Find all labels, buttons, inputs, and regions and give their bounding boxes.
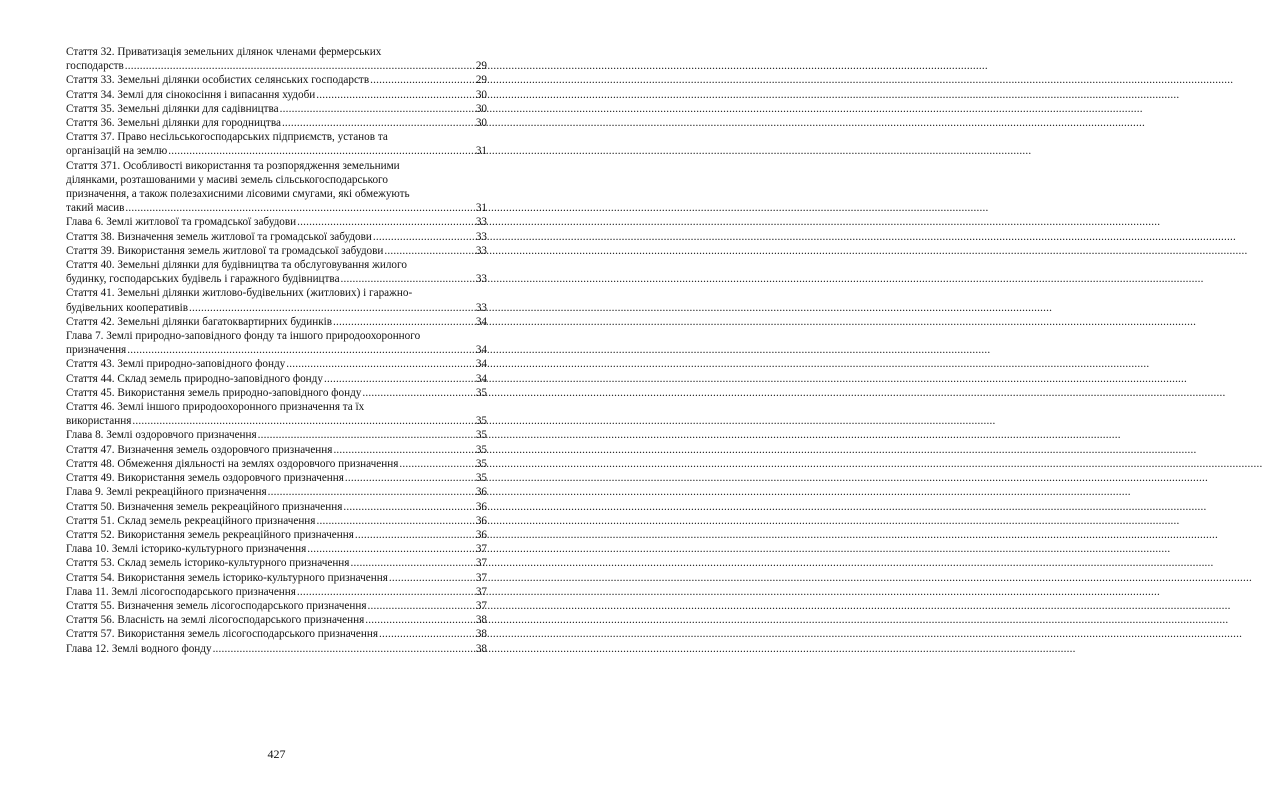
toc-entry-title: Стаття 45. Використання земель природно-заповідного фонду <box>66 386 362 399</box>
toc-entry-page: 30 <box>475 102 487 115</box>
toc-entry-page: 33 <box>475 301 487 314</box>
toc-entry <box>66 159 487 216</box>
toc-entry-title: будинку, господарських будівель і гаражного будівництва <box>66 273 340 286</box>
toc-entry-line <box>66 301 487 315</box>
toc-entry-line <box>66 343 487 357</box>
dot-leader <box>333 315 475 329</box>
toc-entry <box>66 315 487 329</box>
toc-entry-line <box>66 88 487 102</box>
dot-leader <box>341 272 475 286</box>
toc-entry-page: 37 <box>475 557 487 570</box>
toc-entry <box>66 599 487 613</box>
toc-entry <box>66 116 487 130</box>
toc-entry-page: 38 <box>475 614 487 627</box>
dot-leader <box>333 443 474 457</box>
toc-entry <box>66 457 487 471</box>
toc-entry <box>66 230 487 244</box>
dot-leader <box>350 556 474 570</box>
toc-entry <box>66 542 487 556</box>
toc-entry-line: Стаття 37. Право несільськогосподарських підприємств, установ та <box>66 131 388 144</box>
toc-entry-page: 33 <box>475 244 487 257</box>
toc-entry-line <box>66 571 487 585</box>
toc-entry <box>66 329 487 357</box>
toc-entry-line <box>66 471 487 485</box>
dot-leader <box>316 514 474 528</box>
dot-leader <box>127 343 475 357</box>
dot-leader <box>258 428 475 442</box>
dot-leader <box>343 500 474 514</box>
toc-entry-title: призначення <box>66 344 127 357</box>
toc-entry-line: призначення, а також полезахисними лісовими смугами, які обмежують <box>66 188 410 201</box>
toc-entry-page: 30 <box>475 117 487 130</box>
toc-entry-title: Глава 12. Землі водного фонду <box>66 642 212 655</box>
toc-entry-line: ділянками, розташованими у масиві земель сільськогосподарського <box>66 173 388 186</box>
toc-entry-title: Стаття 50. Визначення земель рекреаційного призначення <box>66 500 343 513</box>
toc-entry-page: 37 <box>475 543 487 556</box>
toc-entry-line <box>66 201 487 215</box>
toc-entry-page: 31 <box>475 202 487 215</box>
toc-entry-line <box>66 386 487 400</box>
toc-entry-title: Стаття 54. Використання земель історико-культурного призначення <box>66 571 388 584</box>
toc-entry-title: будівельних кооперативів <box>66 301 189 314</box>
toc-entry-page: 37 <box>475 571 487 584</box>
toc-entry <box>66 585 487 599</box>
toc-entry-title: Стаття 39. Використання земель житлової та громадської забудови <box>66 244 384 257</box>
dot-leader <box>368 599 475 613</box>
toc-entry-line <box>66 428 487 442</box>
dot-leader <box>132 414 474 428</box>
toc-entry-title: Глава 6. Землі житлової та громадської забудови <box>66 216 297 229</box>
dot-leader <box>379 627 475 641</box>
toc-entry-title: Стаття 43. Землі природно-заповідного фонду <box>66 358 286 371</box>
toc-entry-line <box>66 556 487 570</box>
dot-leader <box>268 485 475 499</box>
toc-entry-line: Стаття 41. Земельні ділянки житлово-будівельних (житлових) і гаражно- <box>66 287 413 300</box>
toc-entry <box>66 528 487 542</box>
toc-entry <box>66 357 487 371</box>
dot-leader <box>125 201 474 215</box>
dot-leader <box>373 230 475 244</box>
toc-entry-line <box>66 315 487 329</box>
toc-entry-line <box>66 144 487 158</box>
dot-leader <box>280 102 475 116</box>
toc-entry-line <box>66 372 487 386</box>
table-of-contents <box>66 45 487 656</box>
toc-entry <box>66 571 487 585</box>
toc-entry-page: 36 <box>475 486 487 499</box>
dot-leader <box>286 357 475 371</box>
toc-entry <box>66 613 487 627</box>
toc-entry-line <box>66 59 487 73</box>
toc-entry-page: 29 <box>475 74 487 87</box>
toc-entry <box>66 556 487 570</box>
toc-entry <box>66 443 487 457</box>
toc-entry-page: 38 <box>475 642 487 655</box>
toc-entry-title: Глава 8. Землі оздоровчого призначення <box>66 429 257 442</box>
toc-entry-line <box>66 230 487 244</box>
toc-entry <box>66 500 487 514</box>
toc-entry-title: Стаття 42. Земельні ділянки багатоквартирних будинків <box>66 315 333 328</box>
toc-entry-title: Стаття 47. Визначення земель оздоровчого призначення <box>66 443 333 456</box>
toc-entry <box>66 471 487 485</box>
toc-entry <box>66 428 487 442</box>
dot-leader <box>297 215 475 229</box>
toc-entry-title: Стаття 52. Використання земель рекреаційного призначення <box>66 528 354 541</box>
toc-entry-page: 37 <box>475 585 487 598</box>
toc-entry-title: Стаття 49. Використання земель оздоровчого призначення <box>66 472 344 485</box>
dot-leader <box>389 571 475 585</box>
toc-entry-title: Стаття 33. Земельні ділянки особистих селянських господарств <box>66 74 370 87</box>
dot-leader <box>213 642 475 656</box>
toc-entry-line <box>66 215 487 229</box>
dot-leader <box>370 73 475 87</box>
toc-entry-title: Глава 10. Землі історико-культурного призначення <box>66 543 307 556</box>
toc-entry-page: 35 <box>475 415 487 428</box>
toc-entry-line <box>66 599 487 613</box>
page-number: 427 <box>267 747 286 761</box>
dot-leader <box>355 528 475 542</box>
toc-entry-page: 36 <box>475 500 487 513</box>
toc-entry-line <box>66 613 487 627</box>
dot-leader <box>125 59 475 73</box>
toc-entry <box>66 372 487 386</box>
toc-entry-line: Стаття 371. Особливості використання та розпорядження земельними <box>66 159 400 172</box>
toc-entry-title: Стаття 38. Визначення земель житлової та громадської забудови <box>66 230 372 243</box>
toc-entry-page: 38 <box>475 628 487 641</box>
toc-entry <box>66 642 487 656</box>
toc-entry-page: 35 <box>475 429 487 442</box>
toc-entry-line <box>66 457 487 471</box>
dot-leader <box>316 88 475 102</box>
dot-leader <box>399 457 474 471</box>
toc-entry-line: Стаття 32. Приватизація земельних ділянок членами фермерських <box>66 46 382 58</box>
toc-entry <box>66 386 487 400</box>
toc-entry <box>66 102 487 116</box>
toc-entry-page: 34 <box>475 315 487 328</box>
toc-entry-line <box>66 627 487 641</box>
dot-leader <box>324 372 475 386</box>
toc-entry <box>66 88 487 102</box>
dot-leader <box>345 471 475 485</box>
toc-entry-page: 37 <box>475 599 487 612</box>
toc-entry-page: 36 <box>475 514 487 527</box>
toc-entry-line <box>66 485 487 499</box>
dot-leader <box>282 116 475 130</box>
toc-entry-title: використання <box>66 415 132 428</box>
toc-entry-page: 35 <box>475 457 487 470</box>
toc-entry-title: Стаття 36. Земельні ділянки для городництва <box>66 117 281 130</box>
toc-entry-line: Глава 7. Землі природно-заповідного фонду та іншого природоохоронного <box>66 330 421 343</box>
toc-entry-title: Стаття 56. Власність на землі лісогосподарського призначення <box>66 614 365 627</box>
toc-entry-page: 34 <box>475 372 487 385</box>
toc-entry-title: такий масив <box>66 202 125 215</box>
toc-entry-line <box>66 528 487 542</box>
toc-entry-title: Стаття 51. Склад земель рекреаційного призначення <box>66 514 316 527</box>
toc-entry-title: Стаття 55. Визначення земель лісогосподарського призначення <box>66 599 367 612</box>
toc-entry-line <box>66 272 487 286</box>
toc-entry-page: 34 <box>475 344 487 357</box>
toc-entry-line <box>66 642 487 656</box>
toc-entry-page: 33 <box>475 230 487 243</box>
toc-entry-page: 31 <box>475 145 487 158</box>
toc-entry <box>66 130 487 158</box>
toc-entry-title: Стаття 34. Землі для сінокосіння і випасання худоби <box>66 88 316 101</box>
toc-entry-line <box>66 414 487 428</box>
toc-entry-title: Стаття 44. Склад земель природно-заповідного фонду <box>66 372 323 385</box>
toc-entry <box>66 45 487 73</box>
toc-entry <box>66 258 487 286</box>
toc-entry-line <box>66 357 487 371</box>
toc-entry <box>66 400 487 428</box>
toc-entry-page: 35 <box>475 443 487 456</box>
toc-entry <box>66 244 487 258</box>
toc-entry-line: Стаття 40. Земельні ділянки для будівництва та обслуговування жилого <box>66 259 407 272</box>
toc-entry <box>66 627 487 641</box>
toc-entry <box>66 514 487 528</box>
toc-entry-page: 30 <box>475 88 487 101</box>
dot-leader <box>365 613 475 627</box>
dot-leader <box>297 585 475 599</box>
toc-entry <box>66 485 487 499</box>
toc-entry-line <box>66 585 487 599</box>
toc-entry-line <box>66 116 487 130</box>
toc-entry-line <box>66 73 487 87</box>
toc-entry-line <box>66 244 487 258</box>
toc-entry-line <box>66 102 487 116</box>
dot-leader <box>384 244 474 258</box>
toc-entry-title: господарств <box>66 60 124 73</box>
dot-leader <box>168 144 475 158</box>
toc-entry-title: Стаття 48. Обмеження діяльності на землях оздоровчого призначення <box>66 457 399 470</box>
toc-entry-line <box>66 500 487 514</box>
toc-entry-line: Стаття 46. Землі іншого природоохоронного призначення та їх <box>66 401 365 414</box>
toc-entry-title: Глава 11. Землі лісогосподарського призначення <box>66 585 296 598</box>
toc-entry-title: Стаття 35. Земельні ділянки для садівництва <box>66 102 279 115</box>
toc-entry-line <box>66 443 487 457</box>
toc-entry <box>66 215 487 229</box>
toc-entry-page: 35 <box>475 386 487 399</box>
toc-entry-page: 34 <box>475 358 487 371</box>
toc-entry-page: 33 <box>475 216 487 229</box>
toc-entry-page: 33 <box>475 273 487 286</box>
dot-leader <box>307 542 475 556</box>
toc-entry-page: 29 <box>475 60 487 73</box>
toc-entry-line <box>66 514 487 528</box>
dot-leader <box>362 386 474 400</box>
dot-leader <box>189 301 475 315</box>
toc-entry-title: Глава 9. Землі рекреаційного призначення <box>66 486 267 499</box>
toc-entry <box>66 286 487 314</box>
toc-entry-title: Стаття 57. Використання земель лісогосподарського призначення <box>66 628 378 641</box>
toc-entry-title: Стаття 53. Склад земель історико-культурного призначення <box>66 557 350 570</box>
toc-entry-title: організацій на землю <box>66 145 168 158</box>
toc-entry-line <box>66 542 487 556</box>
toc-entry-page: 35 <box>475 472 487 485</box>
toc-entry-page: 36 <box>475 528 487 541</box>
toc-entry <box>66 73 487 87</box>
